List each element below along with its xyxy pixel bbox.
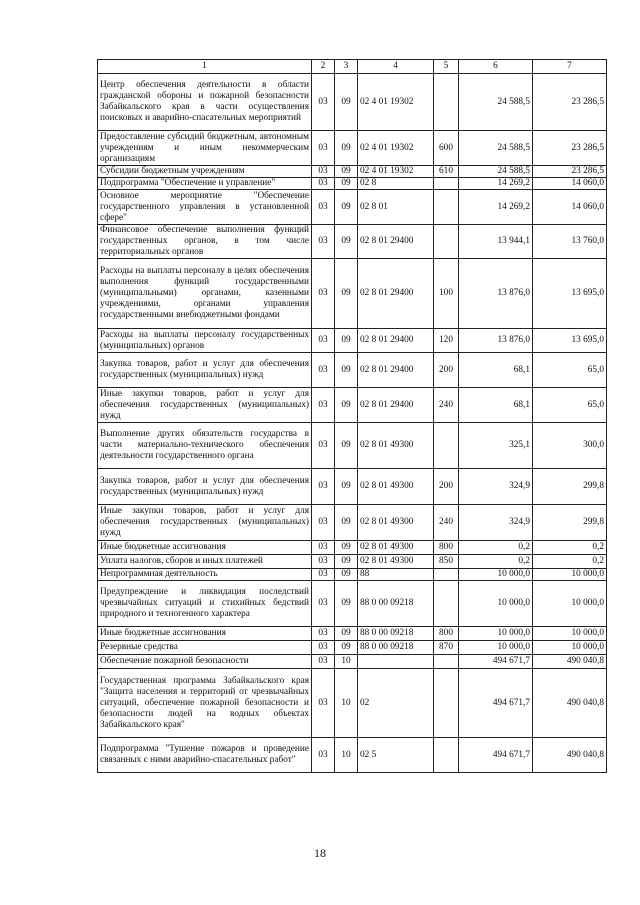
- table-row: [98, 555, 607, 569]
- amount-year1-cell: 68,1: [459, 353, 533, 388]
- section-code-cell: 03: [312, 131, 335, 166]
- amount-year1-cell: 325,1: [459, 423, 533, 469]
- section-code-cell: 03: [312, 166, 335, 178]
- target-code-cell: 02 8 01 29400: [358, 225, 434, 259]
- amount-year1-cell: 494 671,7: [459, 669, 533, 738]
- column-header: 5: [434, 60, 459, 74]
- target-code-cell: 02 8 01 49300: [358, 555, 434, 569]
- subsection-code-cell: 10: [335, 669, 358, 738]
- amount-year2-cell: 300,0: [533, 423, 607, 469]
- amount-year1-cell: 24 588,5: [459, 166, 533, 178]
- expense-type-cell: 240: [434, 388, 459, 423]
- amount-year2-cell: 10 000,0: [533, 569, 607, 581]
- subsection-code-cell: 09: [335, 469, 358, 505]
- expense-type-cell: [434, 178, 459, 190]
- table-row: [98, 569, 607, 581]
- row-name-cell: Закупка товаров, работ и услуг для обеспечения государственных (муниципальных) нужд: [98, 469, 312, 505]
- budget-table: [97, 59, 607, 773]
- expense-type-cell: [434, 669, 459, 738]
- amount-year2-cell: 10 000,0: [533, 581, 607, 627]
- subsection-code-cell: 09: [335, 166, 358, 178]
- section-code-cell: 03: [312, 555, 335, 569]
- target-code-cell: 02 8 01 49300: [358, 505, 434, 541]
- section-code-cell: 03: [312, 541, 335, 555]
- target-code-cell: 02 8 01 49300: [358, 423, 434, 469]
- expense-type-cell: 800: [434, 627, 459, 641]
- amount-year1-cell: 13 876,0: [459, 329, 533, 353]
- expense-type-cell: 200: [434, 353, 459, 388]
- amount-year2-cell: 490 040,8: [533, 669, 607, 738]
- amount-year2-cell: 14 060,0: [533, 178, 607, 190]
- section-code-cell: 03: [312, 423, 335, 469]
- section-code-cell: 03: [312, 738, 335, 773]
- table-row: [98, 641, 607, 655]
- target-code-cell: 02 8 01 49300: [358, 541, 434, 555]
- amount-year2-cell: 13 695,0: [533, 259, 607, 329]
- amount-year2-cell: 65,0: [533, 388, 607, 423]
- table-row: [98, 259, 607, 329]
- section-code-cell: 03: [312, 74, 335, 131]
- subsection-code-cell: 09: [335, 541, 358, 555]
- amount-year2-cell: 65,0: [533, 353, 607, 388]
- subsection-code-cell: 09: [335, 225, 358, 259]
- expense-type-cell: [434, 190, 459, 225]
- page-number: 18: [314, 846, 326, 860]
- subsection-code-cell: 09: [335, 423, 358, 469]
- target-code-cell: 02 8 01: [358, 190, 434, 225]
- target-code-cell: 02 8 01 29400: [358, 353, 434, 388]
- subsection-code-cell: 09: [335, 178, 358, 190]
- amount-year1-cell: 14 269,2: [459, 178, 533, 190]
- row-name-cell: Иные закупки товаров, работ и услуг для обеспечения государственных (муниципальных) нужд: [98, 505, 312, 541]
- row-name-cell: Предупреждение и ликвидация последствий чрезвычайных ситуаций и стихийных бедствий природного и техногенного характера: [98, 581, 312, 627]
- row-name-cell: Государственная программа Забайкальского края "Защита населения и территорий от чрезвычайных ситуаций, обеспечение пожарной безопасности и безопасности людей на водных объектах Забайкальского края": [98, 669, 312, 738]
- row-name-cell: Расходы на выплаты персоналу государственных (муниципальных) органов: [98, 329, 312, 353]
- row-name-cell: Субсидии бюджетным учреждениям: [98, 166, 312, 178]
- amount-year2-cell: 0,2: [533, 541, 607, 555]
- section-code-cell: 03: [312, 178, 335, 190]
- table-row: [98, 225, 607, 259]
- header-row: [98, 60, 607, 74]
- table-row: [98, 669, 607, 738]
- expense-type-cell: 800: [434, 541, 459, 555]
- table-row: [98, 178, 607, 190]
- expense-type-cell: 870: [434, 641, 459, 655]
- row-name-cell: Обеспечение пожарной безопасности: [98, 655, 312, 669]
- amount-year1-cell: 10 000,0: [459, 627, 533, 641]
- expense-type-cell: [434, 74, 459, 131]
- row-name-cell: Непрограммная деятельность: [98, 569, 312, 581]
- target-code-cell: 02: [358, 669, 434, 738]
- subsection-code-cell: 10: [335, 655, 358, 669]
- table-row: [98, 388, 607, 423]
- amount-year2-cell: 23 286,5: [533, 131, 607, 166]
- table-row: [98, 627, 607, 641]
- target-code-cell: 02 8: [358, 178, 434, 190]
- subsection-code-cell: 09: [335, 131, 358, 166]
- table-row: [98, 166, 607, 178]
- table-row: [98, 655, 607, 669]
- row-name-cell: Выполнение других обязательств государства в части материально-технического обеспечения деятельности государственного органа: [98, 423, 312, 469]
- row-name-cell: Центр обеспечения деятельности в области гражданской обороны и пожарной безопасности Забайкальского края в части осуществления поисковых и аварийно-спасательных мероприятий: [98, 74, 312, 131]
- table-row: [98, 74, 607, 131]
- target-code-cell: 88: [358, 569, 434, 581]
- table-row: [98, 353, 607, 388]
- table-row: [98, 505, 607, 541]
- subsection-code-cell: 09: [335, 555, 358, 569]
- column-header: 4: [358, 60, 434, 74]
- section-code-cell: 03: [312, 569, 335, 581]
- section-code-cell: 03: [312, 505, 335, 541]
- section-code-cell: 03: [312, 190, 335, 225]
- table-row: [98, 581, 607, 627]
- target-code-cell: 88 0 00 09218: [358, 581, 434, 627]
- column-header: 1: [98, 60, 312, 74]
- expense-type-cell: [434, 569, 459, 581]
- amount-year1-cell: 494 671,7: [459, 655, 533, 669]
- row-name-cell: Подпрограмма "Тушение пожаров и проведение связанных с ними аварийно-спасательных работ": [98, 738, 312, 773]
- expense-type-cell: 610: [434, 166, 459, 178]
- amount-year2-cell: 13 760,0: [533, 225, 607, 259]
- row-name-cell: Закупка товаров, работ и услуг для обеспечения государственных (муниципальных) нужд: [98, 353, 312, 388]
- section-code-cell: 03: [312, 259, 335, 329]
- amount-year1-cell: 324,9: [459, 469, 533, 505]
- amount-year1-cell: 13 944,1: [459, 225, 533, 259]
- subsection-code-cell: 09: [335, 388, 358, 423]
- expense-type-cell: [434, 423, 459, 469]
- expense-type-cell: 600: [434, 131, 459, 166]
- table-row: [98, 190, 607, 225]
- amount-year1-cell: 494 671,7: [459, 738, 533, 773]
- amount-year1-cell: 24 588,5: [459, 74, 533, 131]
- subsection-code-cell: 09: [335, 259, 358, 329]
- amount-year2-cell: 13 695,0: [533, 329, 607, 353]
- amount-year1-cell: 10 000,0: [459, 569, 533, 581]
- amount-year1-cell: 68,1: [459, 388, 533, 423]
- amount-year2-cell: 14 060,0: [533, 190, 607, 225]
- row-name-cell: Предоставление субсидий бюджетным, автономным учреждениям и иным некоммерческим организациям: [98, 131, 312, 166]
- amount-year1-cell: 0,2: [459, 541, 533, 555]
- amount-year2-cell: 23 286,5: [533, 74, 607, 131]
- table-row: [98, 423, 607, 469]
- expense-type-cell: [434, 655, 459, 669]
- section-code-cell: 03: [312, 641, 335, 655]
- amount-year1-cell: 324,9: [459, 505, 533, 541]
- amount-year1-cell: 0,2: [459, 555, 533, 569]
- table-row: [98, 541, 607, 555]
- row-name-cell: Иные закупки товаров, работ и услуг для обеспечения государственных (муниципальных) нужд: [98, 388, 312, 423]
- target-code-cell: 02 4 01 19302: [358, 131, 434, 166]
- row-name-cell: Расходы на выплаты персоналу в целях обеспечения выполнения функций государственными (муниципальными) органами, казенными учреждениями, органами управления государственными внебюджетными фондами: [98, 259, 312, 329]
- expense-type-cell: 850: [434, 555, 459, 569]
- table-row: [98, 131, 607, 166]
- subsection-code-cell: 09: [335, 569, 358, 581]
- target-code-cell: 02 8 01 29400: [358, 259, 434, 329]
- expense-type-cell: [434, 225, 459, 259]
- subsection-code-cell: 09: [335, 329, 358, 353]
- target-code-cell: 88 0 00 09218: [358, 627, 434, 641]
- target-code-cell: 02 8 01 29400: [358, 388, 434, 423]
- table-row: [98, 329, 607, 353]
- table-row: [98, 738, 607, 773]
- target-code-cell: [358, 655, 434, 669]
- section-code-cell: 03: [312, 225, 335, 259]
- subsection-code-cell: 09: [335, 581, 358, 627]
- subsection-code-cell: 09: [335, 505, 358, 541]
- amount-year2-cell: 490 040,8: [533, 738, 607, 773]
- column-header: 7: [533, 60, 607, 74]
- section-code-cell: 03: [312, 469, 335, 505]
- row-name-cell: Уплата налогов, сборов и иных платежей: [98, 555, 312, 569]
- row-name-cell: Иные бюджетные ассигнования: [98, 541, 312, 555]
- section-code-cell: 03: [312, 388, 335, 423]
- section-code-cell: 03: [312, 627, 335, 641]
- row-name-cell: Иные бюджетные ассигнования: [98, 627, 312, 641]
- row-name-cell: Основное мероприятие "Обеспечение государственного управления в установленной сфере": [98, 190, 312, 225]
- table-row: [98, 469, 607, 505]
- section-code-cell: 03: [312, 655, 335, 669]
- target-code-cell: 02 4 01 19302: [358, 166, 434, 178]
- amount-year2-cell: 299,8: [533, 505, 607, 541]
- row-name-cell: Резервные средства: [98, 641, 312, 655]
- amount-year1-cell: 10 000,0: [459, 641, 533, 655]
- amount-year2-cell: 23 286,5: [533, 166, 607, 178]
- expense-type-cell: 200: [434, 469, 459, 505]
- amount-year1-cell: 13 876,0: [459, 259, 533, 329]
- row-name-cell: Финансовое обеспечение выполнения функций государственных органов, в том числе территориальных органов: [98, 225, 312, 259]
- amount-year1-cell: 14 269,2: [459, 190, 533, 225]
- amount-year2-cell: 0,2: [533, 555, 607, 569]
- amount-year2-cell: 10 000,0: [533, 641, 607, 655]
- target-code-cell: 02 4 01 19302: [358, 74, 434, 131]
- subsection-code-cell: 09: [335, 627, 358, 641]
- column-header: 6: [459, 60, 533, 74]
- target-code-cell: 88 0 00 09218: [358, 641, 434, 655]
- expense-type-cell: 240: [434, 505, 459, 541]
- target-code-cell: 02 8 01 49300: [358, 469, 434, 505]
- subsection-code-cell: 09: [335, 353, 358, 388]
- subsection-code-cell: 09: [335, 641, 358, 655]
- amount-year1-cell: 24 588,5: [459, 131, 533, 166]
- column-header: 2: [312, 60, 335, 74]
- row-name-cell: Подпрограмма "Обеспечение и управление": [98, 178, 312, 190]
- section-code-cell: 03: [312, 329, 335, 353]
- subsection-code-cell: 10: [335, 738, 358, 773]
- amount-year2-cell: 299,8: [533, 469, 607, 505]
- expense-type-cell: [434, 738, 459, 773]
- expense-type-cell: [434, 581, 459, 627]
- section-code-cell: 03: [312, 581, 335, 627]
- amount-year2-cell: 10 000,0: [533, 627, 607, 641]
- section-code-cell: 03: [312, 353, 335, 388]
- target-code-cell: 02 5: [358, 738, 434, 773]
- expense-type-cell: 100: [434, 259, 459, 329]
- amount-year1-cell: 10 000,0: [459, 581, 533, 627]
- subsection-code-cell: 09: [335, 190, 358, 225]
- column-header: 3: [335, 60, 358, 74]
- expense-type-cell: 120: [434, 329, 459, 353]
- subsection-code-cell: 09: [335, 74, 358, 131]
- section-code-cell: 03: [312, 669, 335, 738]
- target-code-cell: 02 8 01 29400: [358, 329, 434, 353]
- amount-year2-cell: 490 040,8: [533, 655, 607, 669]
